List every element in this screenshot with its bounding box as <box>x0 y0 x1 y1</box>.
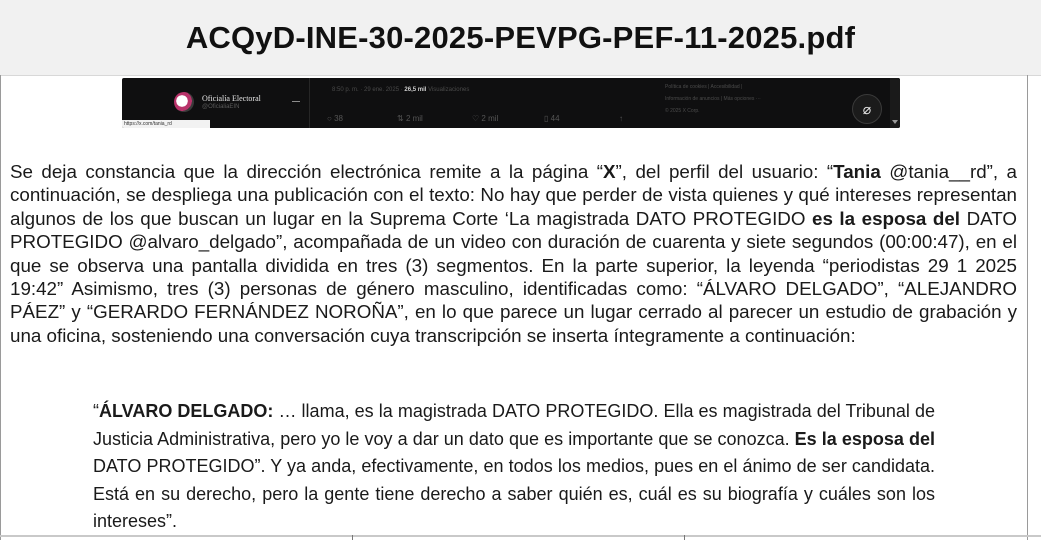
body-bold: X <box>603 161 616 182</box>
quote-text: “ <box>93 401 99 421</box>
body-bold: Tania <box>833 161 881 182</box>
separator-dash <box>292 101 300 102</box>
quote-text: DATO PROTEGIDO”. Y ya anda, efectivamente, en todos los medios, pues en el ánimo de ser candidata. Está en su derecho, pero la gente tiene derecho a saber quién es, cuál es su biografía y cuáles son los intereses”. <box>93 456 935 532</box>
post-time: 8:50 p. m. · 29 ene. 2025 · <box>332 87 405 93</box>
embedded-tweet-screenshot <box>122 78 900 128</box>
vertical-divider <box>309 78 310 128</box>
like-action: ♡ 2 mil <box>472 114 499 123</box>
reply-action: ○ 38 <box>327 114 343 123</box>
document-title-bar <box>0 0 1041 76</box>
speaker-name: ÁLVARO DELGADO: <box>99 401 274 421</box>
body-text: DATO PROTEGIDO @alvaro_delgado”, acompañada de un video con duración de cuarenta y siete segundos (00:00:47), en el que se observa una pantalla dividida en tres (3) segmentos. En la parte superior, la leyenda “periodistas 29 1 2025 19:42” Asimismo, tres (3) personas de género masculino, identificadas como: “ÁLVARO DELGADO”, “ALEJANDRO PÁEZ” y “GERARDO FERNÁNDEZ NOROÑA”, en lo que parece un lugar cerrado al parecer un estudio de grabación y una oficina, sosteniendo una conversación cuya transcripción se inserta íntegramente a continuación: <box>10 207 1018 346</box>
body-text: @tania__rd”, a continuación, se despliega una publicación con el texto: No hay que perder de vista quienes y qué intereses representan algunos de los que buscan un lugar en la Suprema Corte ‘La magistrada DATO PROTEGIDO <box>10 161 1017 229</box>
transcript-quote <box>93 398 935 536</box>
bookmark-action: ▯ 44 <box>544 114 560 123</box>
footer-link: Política de cookies | Accesibilidad | <box>665 84 743 90</box>
grok-icon: ⌀ <box>852 94 882 124</box>
page-border-left <box>0 75 1 540</box>
repost-count: 2 mil <box>405 114 423 123</box>
quote-text: … llama, es la magistrada DATO PROTEGIDO. Ella es magistrada del Tribunal de Justicia Administrativa, pero yo le voy a dar un dato que es importante que se conozca. <box>93 401 935 449</box>
account-handle: @OficialiaEIN <box>202 104 240 110</box>
post-meta <box>332 87 469 93</box>
body-bold: es la esposa del <box>812 207 961 229</box>
bookmark-count: 44 <box>550 114 560 123</box>
body-text: ”, del perfil del usuario: “ <box>615 161 834 182</box>
url-label: https://x.com/tania_rd <box>122 120 210 128</box>
scroll-down-arrow-icon <box>892 120 898 124</box>
footer-link: Información de anuncios | Más opciones ··· <box>665 96 761 102</box>
account-avatar <box>174 92 194 112</box>
like-count: 2 mil <box>481 114 499 123</box>
share-action: ↑ <box>619 114 623 123</box>
page-border-right <box>1027 75 1028 540</box>
reply-count: 38 <box>334 114 343 123</box>
quote-bold: Es la esposa del <box>794 428 935 449</box>
body-text: Se deja constancia que la dirección electrónica remite a la página “ <box>10 161 603 182</box>
body-paragraph <box>10 160 1017 347</box>
repost-action: ⇅ 2 mil <box>397 114 423 123</box>
account-name: Oficialía Electoral <box>202 94 261 103</box>
document-filename: ACQyD-INE-30-2025-PEVPG-PEF-11-2025.pdf <box>185 19 856 55</box>
views-count: 26,5 mil <box>404 87 427 93</box>
views-label: Visualizaciones <box>426 87 470 93</box>
footer-link: © 2025 X Corp. <box>665 108 700 114</box>
